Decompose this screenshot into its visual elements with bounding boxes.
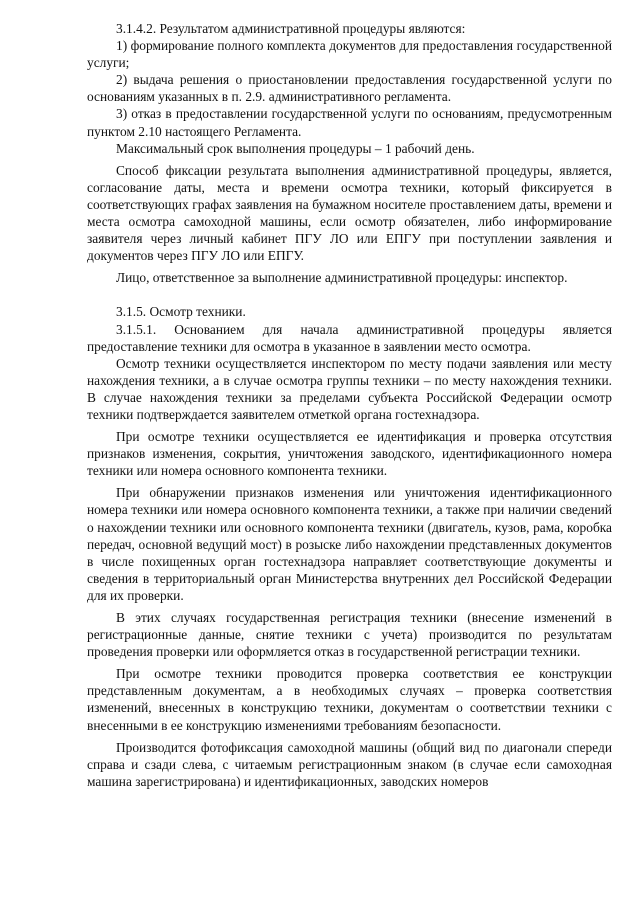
paragraph-registration-result: В этих случаях государственная регистрация техники (внесение изменений в регистрационные данные, снятие техники с учета) производится по результатам проведения проверки или оформляется отказ в государственной регистрации техники.	[87, 610, 612, 660]
paragraph-signs-detected: При обнаружении признаков изменения или уничтожения идентификационного номера техники или номера основного компонента техники, а также при наличии сведений о нахождении техники или основного компонента техники (двигатель, кузов, рама, коробка передач, основной ведущий мост) в розыске либо нахождении представленных документов в числе похищенных орган гостехнадзора направляет соответствующие документы и сведения в территориальный орган Министерства внутренних дел Российской Федерации для их проверки.	[87, 485, 612, 603]
spacer	[87, 286, 612, 303]
paragraph-inspection-place: Осмотр техники осуществляется инспектором по месту подачи заявления или месту нахождения техники, а в случае осмотра группы техники – по месту нахождения техники. В случае нахождения техники за пределами субъекта Российской Федерации осмотр техники подтверждается заявителем отметкой органа гостехнадзора.	[87, 355, 612, 422]
paragraph-responsible: Лицо, ответственное за выполнение административной процедуры: инспектор.	[116, 270, 568, 286]
paragraph-max-term: Максимальный срок выполнения процедуры – 1 рабочий день.	[116, 140, 475, 156]
paragraph-item-2: 2) выдача решения о приостановлении предоставления государственной услуги по основаниям указанных в п. 2.9. административного регламента.	[87, 72, 612, 105]
paragraph-fixation-method: Способ фиксации результата выполнения административной процедуры, является, согласование даты, места и времени осмотра техники, который фиксируется в соответствующих графах заявления на бумажном носителе проставлением даты, времени и места осмотра самоходной машины, если осмотр обязателен, либо информирование заявителя через личный кабинет ПГУ ЛО или ЕПГУ при поступлении заявления и документов через ПГУ ЛО или ЕПГУ.	[87, 162, 612, 264]
section-heading-3-1-5: 3.1.5. Осмотр техники.	[116, 304, 246, 320]
paragraph-item-1: 1) формирование полного комплекта документов для предоставления государственной услуги;	[87, 38, 612, 71]
paragraph-identification: При осмотре техники осуществляется ее идентификация и проверка отсутствия признаков изменения, сокрытия, уничтожения заводского, идентификационного номера техники или номера основного компонента техники.	[87, 429, 612, 479]
paragraph-3-1-5-1: 3.1.5.1. Основанием для начала административной процедуры является предоставление техники для осмотра в указанное в заявлении место осмотра.	[87, 321, 612, 354]
paragraph-photo-fixation: Производится фотофиксация самоходной машины (общий вид по диагонали спереди справа и сзади слева, с читаемым регистрационным знаком (в случае если самоходная машина зарегистрирована) и идентификационных, заводских номеров	[87, 739, 612, 789]
paragraph-conformity-check: При осмотре техники проводится проверка соответствия ее конструкции представленным документам, а в необходимых случаях – проверка соответствия изменений, внесенных в конструкцию техники, документам о соответствии техники с внесенными в ее конструкцию изменениями требованиям безопасности.	[87, 666, 612, 733]
paragraph-item-3: 3) отказ в предоставлении государственной услуги по основаниям, предусмотренным пунктом 2.10 настоящего Регламента.	[87, 106, 612, 139]
paragraph-3-1-4-2: 3.1.4.2. Результатом административной процедуры являются:	[116, 21, 466, 36]
